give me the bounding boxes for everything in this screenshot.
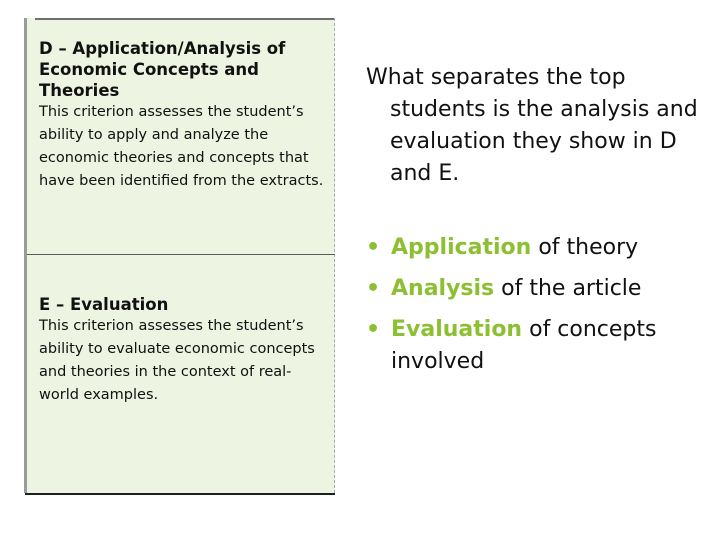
rubric-row-description: This criterion assesses the student’s ability to apply and analyze the economic theories and concepts that have been identified from the extracts.	[39, 104, 324, 189]
bullet-item	[366, 273, 711, 305]
rubric-shadow	[24, 18, 27, 493]
rubric-row-e	[39, 294, 329, 407]
bullet-dot-icon: •	[366, 317, 381, 342]
bullet-text: of theory	[531, 235, 639, 260]
bullet-dot-icon: •	[366, 276, 381, 301]
rubric-top-border	[35, 18, 335, 20]
rubric-right-border	[334, 18, 335, 493]
bullet-list	[366, 232, 711, 378]
bullet-keyword: Evaluation	[391, 317, 523, 342]
bullet-keyword: Application	[391, 235, 532, 260]
bullet-dot-icon: •	[366, 235, 381, 260]
lead-paragraph: What separates the top students is the analysis and evaluation they show in D and E.	[366, 65, 698, 186]
rubric-row-d	[39, 38, 329, 193]
rubric-row-description: This criterion assesses the student’s ability to evaluate economic concepts and theories in the context of real-world examples.	[39, 318, 315, 403]
bullet-item	[366, 232, 711, 264]
slide-body	[366, 62, 711, 387]
bullet-keyword: Analysis	[391, 276, 495, 301]
rubric-row-title: E – Evaluation	[39, 295, 169, 314]
rubric-table	[25, 18, 335, 495]
rubric-row-title: D – Application/Analysis of Economic Concepts and Theories	[39, 39, 286, 100]
rubric-divider	[27, 254, 335, 255]
bullet-text: of the article	[494, 276, 642, 301]
bullet-text: of concepts involved	[391, 317, 657, 374]
bullet-item	[366, 314, 711, 378]
